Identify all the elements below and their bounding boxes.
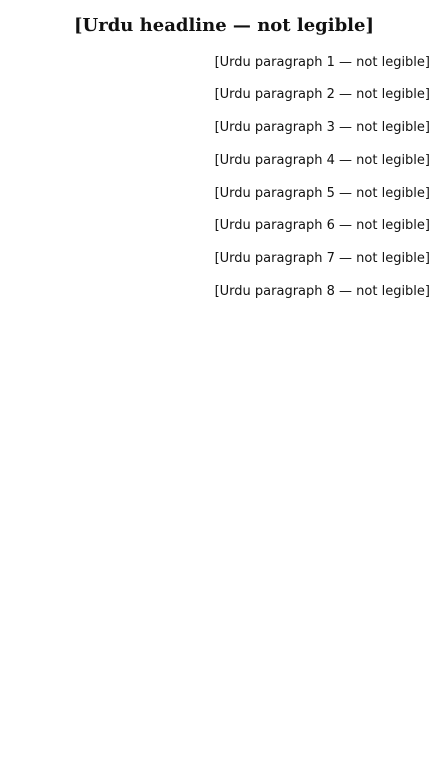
document-content [18, 51, 430, 759]
document-title: [Urdu headline — not legible] [74, 15, 374, 36]
paragraph-3: [Urdu paragraph 3 — not legible] [214, 120, 430, 136]
paragraph-8: [Urdu paragraph 8 — not legible] [214, 283, 430, 299]
paragraph-6: [Urdu paragraph 6 — not legible] [214, 218, 430, 234]
paragraph-2: [Urdu paragraph 2 — not legible] [214, 87, 430, 103]
paragraph-1: [Urdu paragraph 1 — not legible] [214, 54, 430, 70]
paragraph-4: [Urdu paragraph 4 — not legible] [214, 152, 430, 168]
paragraph-5: [Urdu paragraph 5 — not legible] [214, 185, 430, 201]
paragraph-7: [Urdu paragraph 7 — not legible] [214, 250, 430, 266]
